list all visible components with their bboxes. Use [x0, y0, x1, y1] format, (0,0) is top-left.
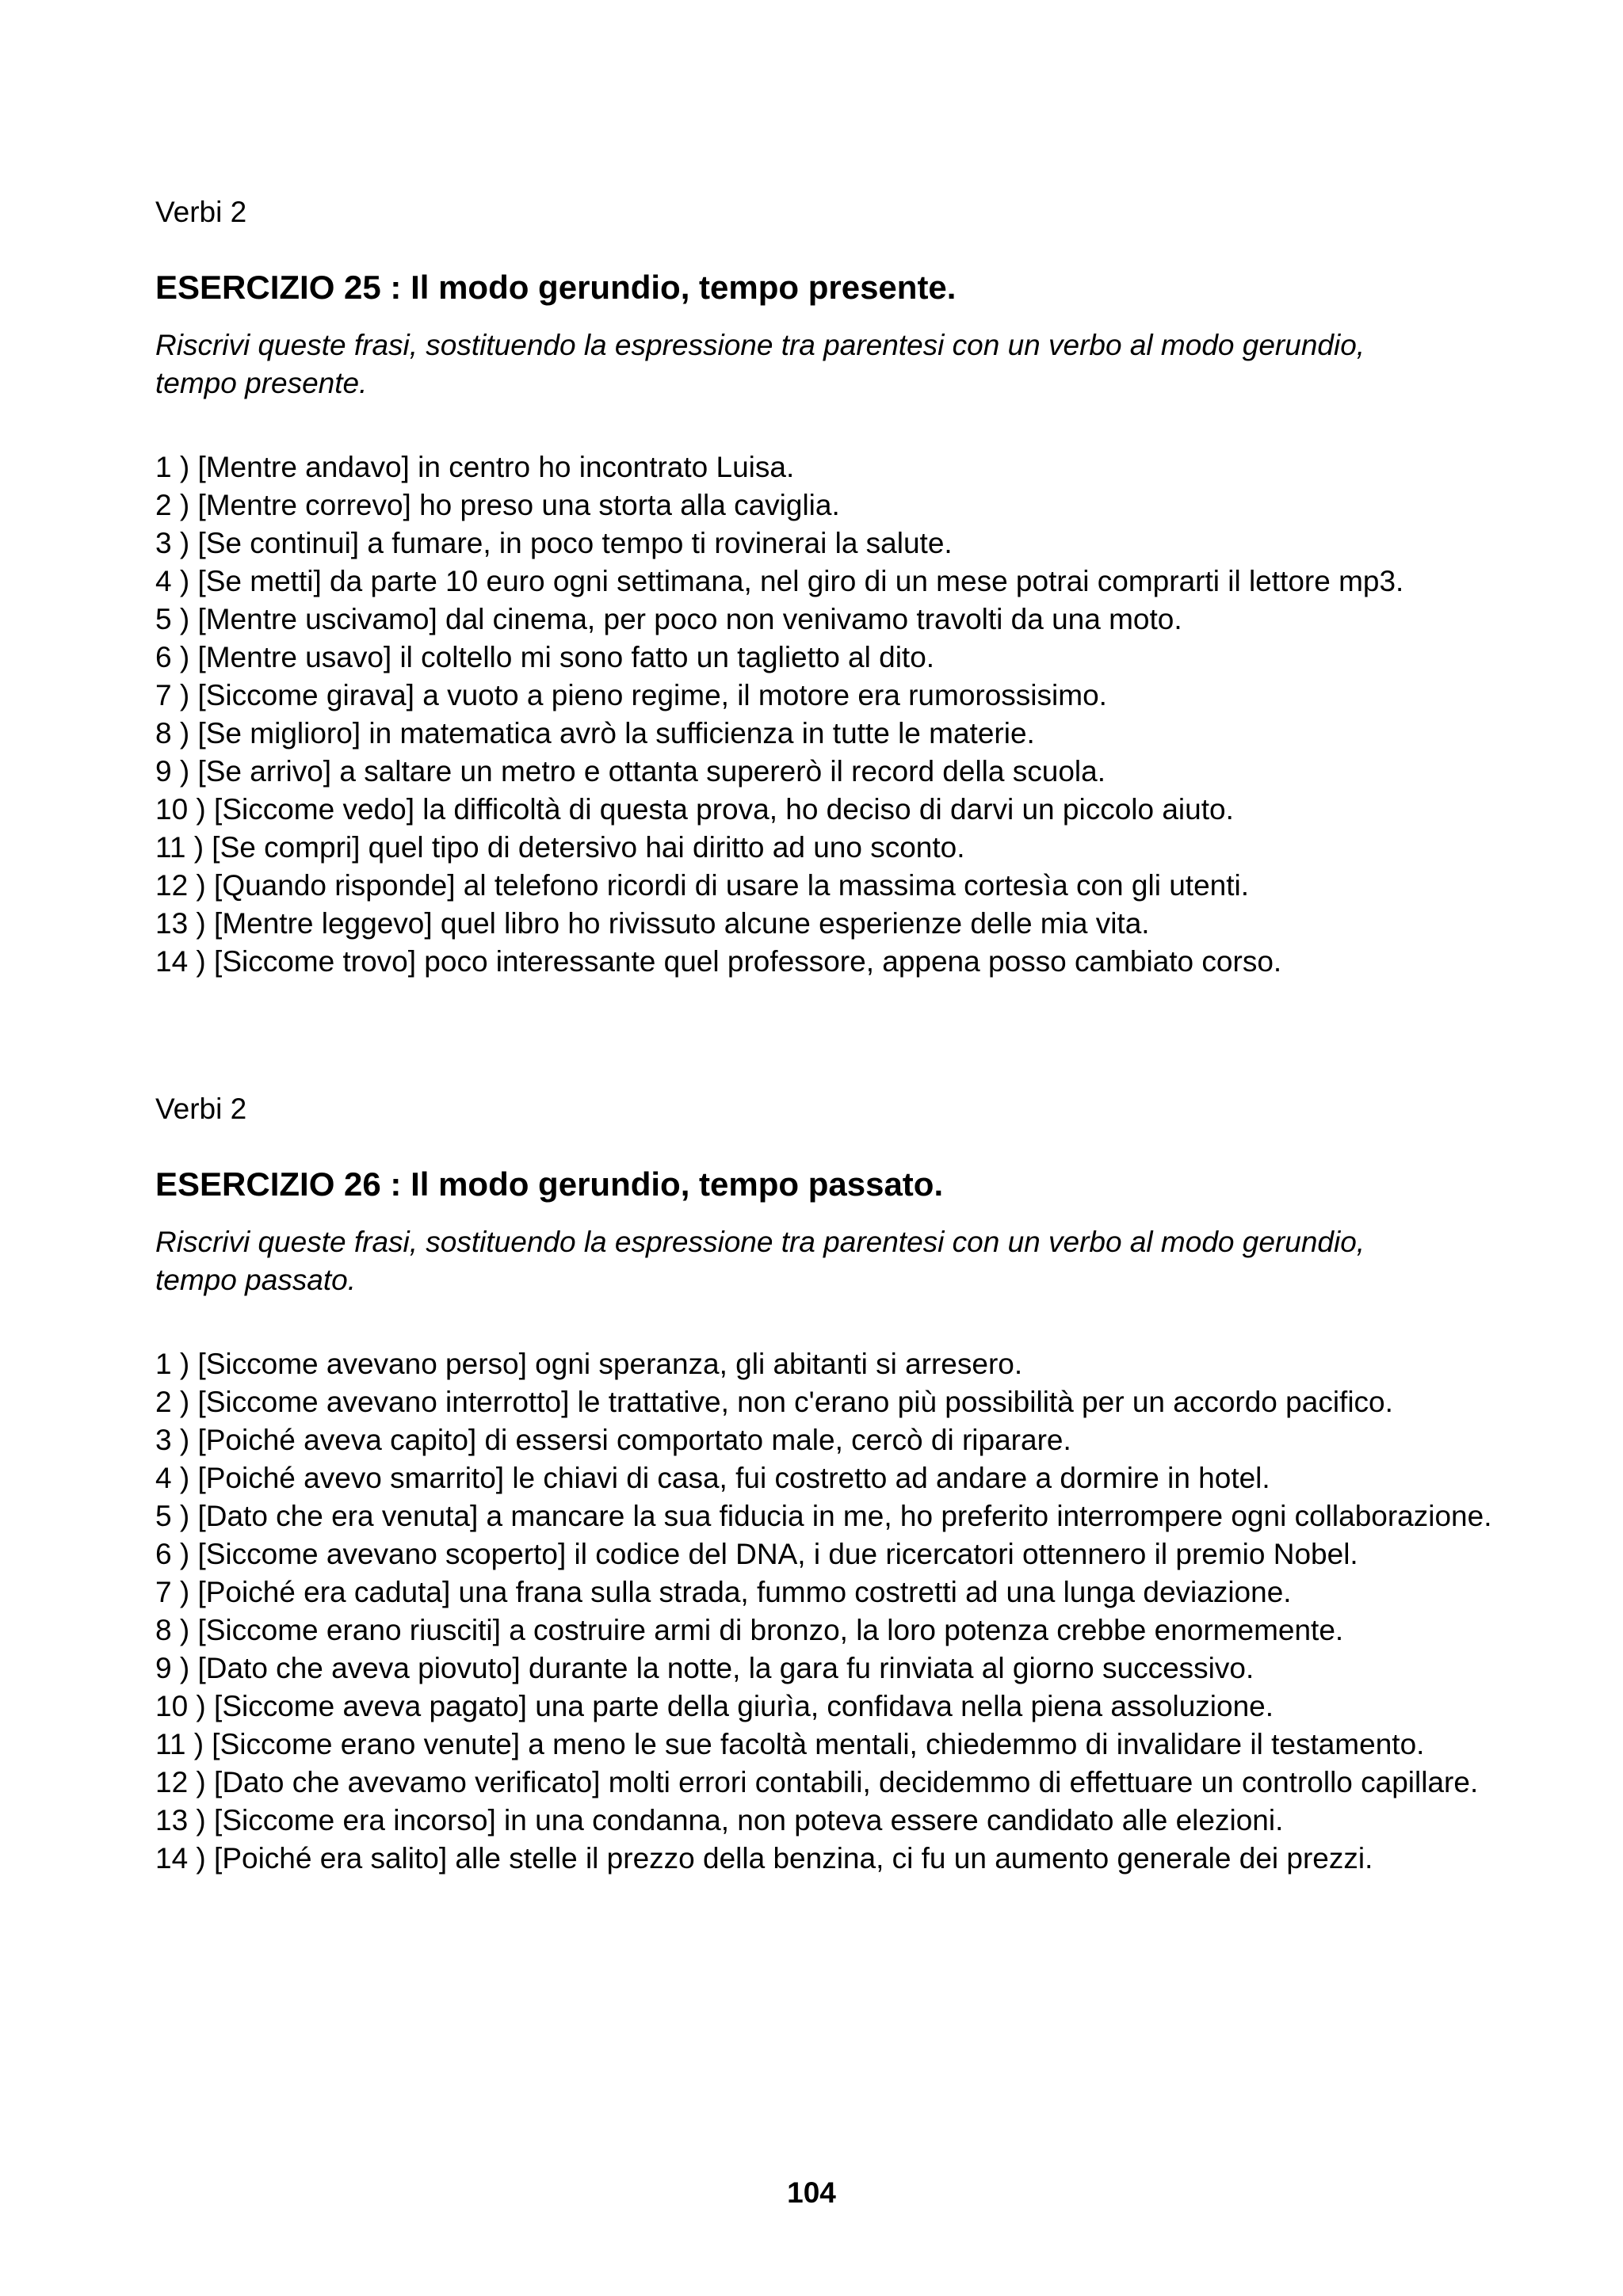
exercise-instruction: Riscrivi queste frasi, sostituendo la espressione tra parentesi con un verbo al modo gerundio, tempo passato. — [155, 1226, 1365, 1296]
exercise-item: 12 ) [Quando risponde] al telefono ricordi di usare la massima cortesìa con gli utenti. — [155, 869, 1250, 902]
page-number: 104 — [787, 2176, 836, 2209]
exercise-item: 13 ) [Mentre leggevo] quel libro ho rivissuto alcune esperienze delle mia vita. — [155, 907, 1150, 940]
exercise-item: 14 ) [Poiché era salito] alle stelle il prezzo della benzina, ci fu un aumento generale dei prezzi. — [155, 1842, 1373, 1875]
exercise-item: 3 ) [Se continui] a fumare, in poco tempo ti rovinerai la salute. — [155, 527, 953, 559]
exercise-item: 5 ) [Dato che era venuta] a mancare la sua fiducia in me, ho preferito interrompere ogni collaborazione. — [155, 1500, 1492, 1532]
exercise-item: 6 ) [Siccome avevano scoperto] il codice del DNA, i due ricercatori ottennero il premio Nobel. — [155, 1538, 1358, 1570]
exercise-item: 11 ) [Siccome erano venute] a meno le sue facoltà mentali, chiedemmo di invalidare il testamento. — [155, 1728, 1425, 1760]
exercise-item: 10 ) [Siccome vedo] la difficoltà di questa prova, ho deciso di darvi un piccolo aiuto. — [155, 793, 1234, 826]
exercise-item: 4 ) [Poiché avevo smarrito] le chiavi di casa, fui costretto ad andare a dormire in hotel. — [155, 1462, 1270, 1494]
exercise-item: 1 ) [Siccome avevano perso] ogni speranza, gli abitanti si arresero. — [155, 1348, 1023, 1380]
section-label: Verbi 2 — [155, 196, 247, 228]
exercise-item: 2 ) [Mentre correvo] ho preso una storta alla caviglia. — [155, 489, 840, 521]
exercise-item: 13 ) [Siccome era incorso] in una condanna, non poteva essere candidato alle elezioni. — [155, 1804, 1284, 1836]
exercise-item-list — [155, 448, 1403, 981]
exercise-title: ESERCIZIO 26 : Il modo gerundio, tempo passato. — [155, 1165, 944, 1203]
exercise-item: 8 ) [Se miglioro] in matematica avrò la sufficienza in tutte le materie. — [155, 717, 1035, 749]
exercise-item: 5 ) [Mentre uscivamo] dal cinema, per poco non venivamo travolti da una moto. — [155, 603, 1182, 635]
exercise-item: 10 ) [Siccome aveva pagato] una parte della giurìa, confidava nella piena assoluzione. — [155, 1690, 1274, 1722]
section-label: Verbi 2 — [155, 1093, 247, 1125]
exercise-item: 8 ) [Siccome erano riusciti] a costruire armi di bronzo, la loro potenza crebbe enormemente. — [155, 1614, 1344, 1646]
exercise-item: 7 ) [Siccome girava] a vuoto a pieno regime, il motore era rumorossisimo. — [155, 679, 1107, 711]
exercise-title: ESERCIZIO 25 : Il modo gerundio, tempo presente. — [155, 269, 957, 306]
exercise-item: 9 ) [Se arrivo] a saltare un metro e ottanta supererò il record della scuola. — [155, 755, 1106, 788]
exercise-item: 3 ) [Poiché aveva capito] di essersi comportato male, cercò di riparare. — [155, 1424, 1071, 1456]
exercise-item: 12 ) [Dato che avevamo verificato] molti errori contabili, decidemmo di effettuare un controllo capillare. — [155, 1766, 1479, 1798]
exercise-item: 11 ) [Se compri] quel tipo di detersivo hai diritto ad uno sconto. — [155, 831, 965, 864]
exercise-item: 4 ) [Se metti] da parte 10 euro ogni settimana, nel giro di un mese potrai comprarti il lettore mp3. — [155, 565, 1404, 597]
exercise-item: 9 ) [Dato che aveva piovuto] durante la notte, la gara fu rinviata al giorno successivo. — [155, 1652, 1254, 1684]
exercise-item: 1 ) [Mentre andavo] in centro ho incontrato Luisa. — [155, 451, 795, 483]
exercise-item: 6 ) [Mentre usavo] il coltello mi sono fatto un taglietto al dito. — [155, 641, 935, 673]
exercise-item-list — [155, 1345, 1491, 1878]
exercise-instruction: Riscrivi queste frasi, sostituendo la espressione tra parentesi con un verbo al modo gerundio, tempo presente. — [155, 329, 1365, 399]
exercise-item: 7 ) [Poiché era caduta] una frana sulla strada, fummo costretti ad una lunga deviazione. — [155, 1576, 1292, 1608]
exercise-item: 2 ) [Siccome avevano interrotto] le trattative, non c'erano più possibilità per un accordo pacifico. — [155, 1386, 1393, 1418]
exercise-item: 14 ) [Siccome trovo] poco interessante quel professore, appena posso cambiato corso. — [155, 945, 1282, 978]
